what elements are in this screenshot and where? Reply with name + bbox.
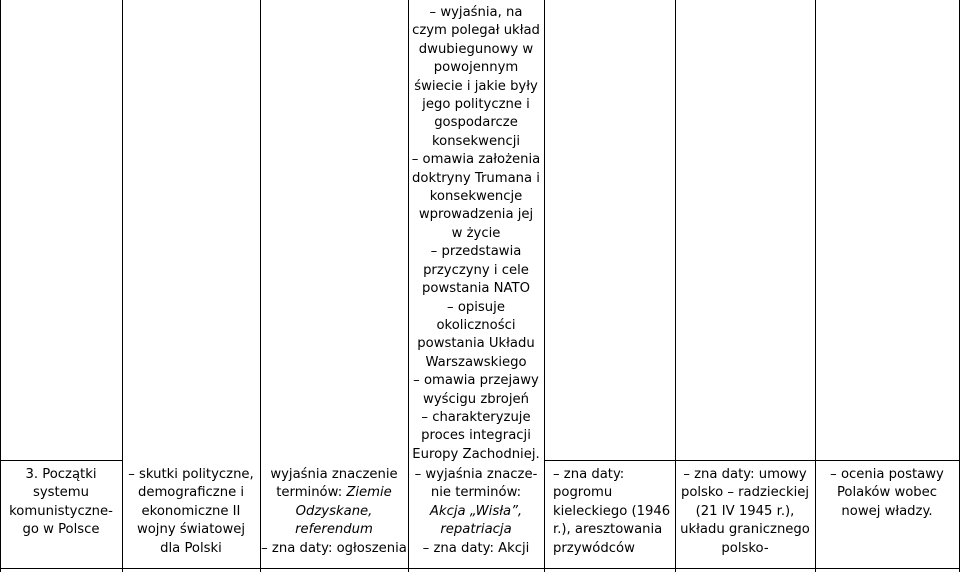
advanced-line: polsko- xyxy=(721,540,769,556)
complementary-line: pogromu xyxy=(553,485,613,501)
extended-line: jego polityczne i xyxy=(422,97,530,113)
extended-line: doktryny Trumana i xyxy=(412,170,540,186)
advanced-line: – zna daty: umowy xyxy=(683,467,807,482)
extended-line: proces integracji xyxy=(421,428,531,444)
extended-line: – charakteryzuje xyxy=(421,409,531,425)
extended-line: – zna daty: Akcji xyxy=(422,540,530,556)
extended-level-cell-bottom xyxy=(408,466,544,558)
requirements-line: ekonomiczne II xyxy=(141,503,241,519)
extended-line: wyścigu zbrojeń xyxy=(423,391,529,407)
extended-line: – przedstawia xyxy=(430,244,522,260)
outstanding-line: nowej władzy. xyxy=(841,503,933,519)
column-divider xyxy=(544,0,545,572)
extended-line: – wyjaśnia, na xyxy=(429,5,523,20)
term-akcja-wisla: Akcja „Wisła”, xyxy=(429,503,523,519)
extended-line: – opisuje xyxy=(447,299,505,315)
basic-line xyxy=(260,521,408,539)
extended-line: czym polegał układ xyxy=(412,23,540,39)
advanced-level-cell xyxy=(675,466,815,558)
extended-line xyxy=(408,521,544,539)
extended-line: powstania NATO xyxy=(422,281,530,297)
extended-line: konsekwencji xyxy=(431,133,521,149)
basic-line xyxy=(260,484,408,502)
topic-line: 3. Początki xyxy=(25,467,97,482)
table-bottom-border xyxy=(0,568,960,569)
outstanding-line: – ocenia postawy xyxy=(830,467,944,482)
topic-line: go w Polsce xyxy=(22,522,100,538)
extended-level-cell-top xyxy=(408,4,544,464)
advanced-line: układu granicznego xyxy=(680,522,810,538)
extended-line: – wyjaśnia znacze- xyxy=(414,467,538,482)
extended-line: gospodarcze xyxy=(434,115,518,131)
term-odzyskane: Odzyskane, xyxy=(295,503,373,519)
extended-line: wprowadzenia jej xyxy=(418,207,534,223)
extended-line: Warszawskiego xyxy=(425,354,527,370)
extended-line: – omawia przejawy xyxy=(413,373,539,389)
basic-line-prefix: terminów: xyxy=(276,485,343,501)
requirements-line: – skutki polityczne, xyxy=(128,467,254,482)
extended-line: Europy Zachodniej. xyxy=(412,446,540,462)
row-divider xyxy=(0,460,123,461)
row-divider xyxy=(544,460,960,461)
topic-line: systemu xyxy=(32,485,90,501)
extended-line: przyczyny i cele xyxy=(423,262,529,278)
requirements-line: demograficzne i xyxy=(137,485,245,501)
extended-line xyxy=(408,503,544,521)
complementary-level-cell xyxy=(553,466,673,558)
complementary-line: – zna daty: xyxy=(553,467,625,482)
complementary-line: r.), aresztowania xyxy=(553,522,663,538)
term-ziemie: Ziemie xyxy=(346,485,392,501)
advanced-line: polsko – radzieckiej xyxy=(680,485,810,501)
requirements-line: dla Polski xyxy=(160,540,222,556)
basic-line: wyjaśnia znaczenie xyxy=(270,467,398,482)
extended-line: powojennym xyxy=(433,60,519,76)
outstanding-level-cell xyxy=(815,466,959,521)
extended-line: nie terminów: xyxy=(430,485,522,501)
extended-line: dwubiegunowy w xyxy=(418,41,534,57)
topic-line: komunistyczne- xyxy=(9,503,113,519)
extended-line: świecie i jakie były xyxy=(414,78,538,94)
complementary-line: kieleckiego (1946 xyxy=(553,503,671,519)
extended-line: w życie xyxy=(451,225,501,241)
basic-level-cell xyxy=(260,466,408,558)
outstanding-line: Polaków wobec xyxy=(836,485,938,501)
basic-line: – zna daty: ogłoszenia xyxy=(261,540,407,556)
advanced-line: (21 IV 1945 r.), xyxy=(695,503,795,519)
requirements-cell xyxy=(122,466,260,558)
extended-line: powstania Układu xyxy=(417,336,535,352)
term-repatriacja: repatriacja xyxy=(440,522,512,538)
extended-line: okoliczności xyxy=(436,317,516,333)
extended-line: – omawia założenia xyxy=(411,152,541,168)
complementary-line: przywódców xyxy=(553,540,635,556)
requirements-line: wojny światowej xyxy=(136,522,246,538)
basic-line xyxy=(260,503,408,521)
extended-line: konsekwencje xyxy=(429,189,523,205)
topic-cell xyxy=(0,466,122,540)
term-referendum: referendum xyxy=(295,522,373,538)
